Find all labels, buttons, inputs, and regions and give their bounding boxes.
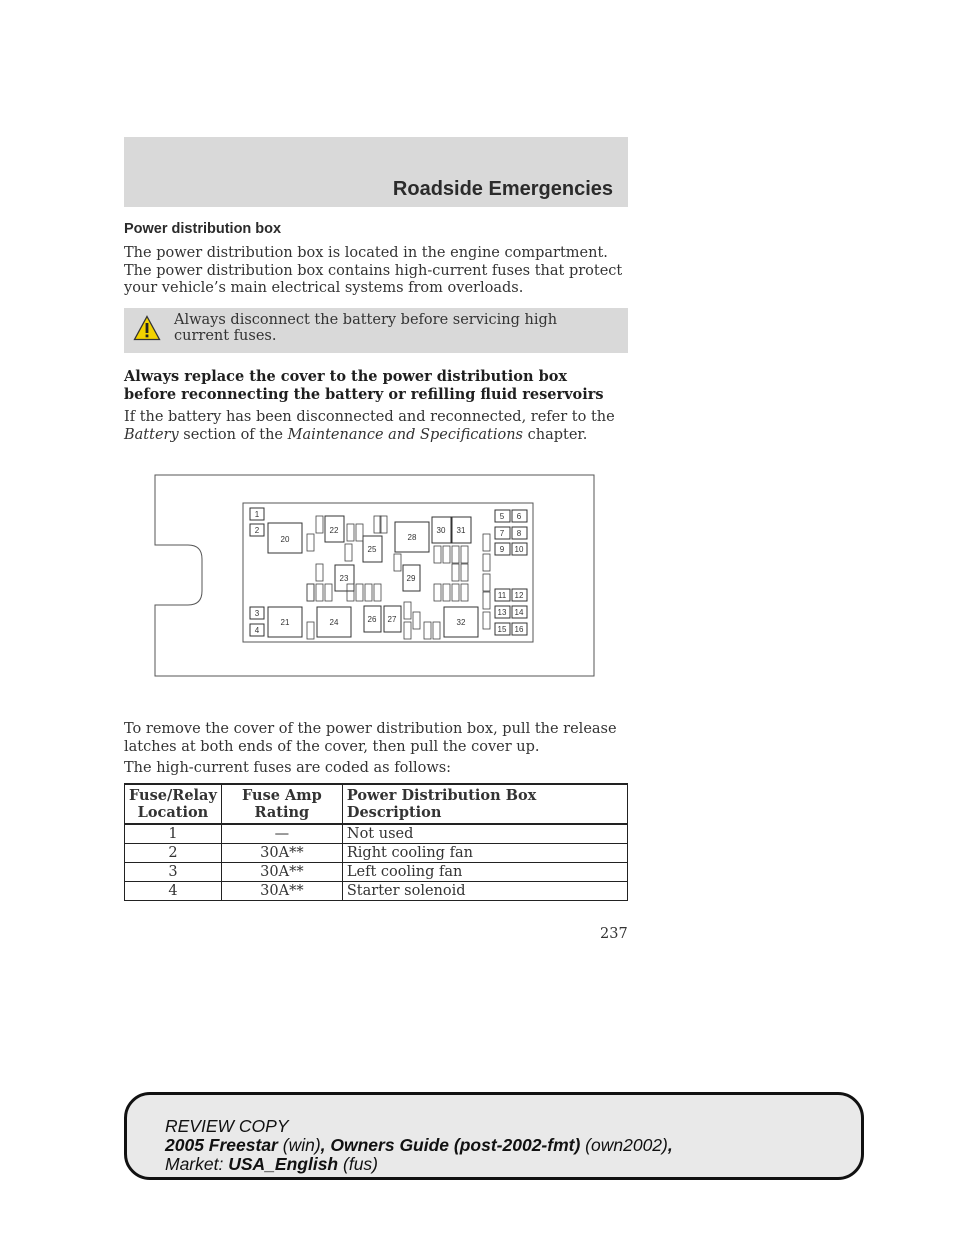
warning-text: Always disconnect the battery before servicing high current fuses. [174, 312, 558, 344]
cell-description: Starter solenoid [342, 882, 627, 901]
cell-rating: 30A** [221, 882, 342, 901]
intro-paragraph: The power distribution box is located in the engine compartment. The power distribution box contains high-current fuses that protect your vehicle’s main electrical systems from overloads. [124, 245, 623, 296]
svg-text:30: 30 [436, 526, 446, 535]
svg-text:21: 21 [280, 618, 290, 627]
cell-location: 3 [125, 863, 222, 882]
svg-text:13: 13 [497, 608, 507, 617]
table-row [125, 882, 628, 901]
svg-text:2: 2 [254, 526, 260, 535]
footer-guide-code: (own2002) [585, 1135, 668, 1155]
cell-location: 4 [125, 882, 222, 901]
cell-description: Not used [342, 824, 627, 844]
page-number: 237 [600, 926, 628, 942]
footer-comma: , [667, 1135, 673, 1155]
fuse-box-diagram [154, 474, 595, 677]
svg-text:28: 28 [407, 533, 417, 542]
svg-text:4: 4 [254, 626, 260, 635]
svg-text:3: 3 [254, 609, 260, 618]
remove-cover-paragraph: To remove the cover of the power distribution box, pull the release latches at both ends of the cover, then pull the cover up. [124, 721, 617, 755]
svg-text:5: 5 [499, 512, 505, 521]
table-row [125, 863, 628, 882]
table-row [125, 844, 628, 863]
footer-model: 2005 Freestar [165, 1135, 278, 1155]
fuse-group-right [495, 510, 527, 635]
svg-text:29: 29 [406, 574, 416, 583]
battery-link-text: Battery [124, 426, 179, 443]
fuse-group-left [250, 508, 264, 636]
warning-box [124, 308, 628, 353]
cell-location: 1 [125, 824, 222, 844]
table-row [125, 824, 628, 844]
svg-text:7: 7 [499, 529, 505, 538]
col-header-location: Fuse/Relay Location [125, 784, 222, 824]
svg-text:23: 23 [339, 574, 349, 583]
footer-model-code: (win) [282, 1135, 321, 1155]
footer-review-copy: REVIEW COPY [165, 1116, 289, 1136]
battery-ref-middle: section of the [183, 426, 284, 443]
cell-description: Right cooling fan [342, 844, 627, 863]
col-header-description: Power Distribution Box Description [342, 784, 627, 824]
svg-text:9: 9 [499, 545, 505, 554]
chapter-name: Maintenance and Specifications [287, 426, 523, 443]
header-band [124, 137, 628, 207]
cell-rating: 30A** [221, 844, 342, 863]
page-title: Roadside Emergencies [392, 178, 613, 200]
fuse-table [124, 783, 628, 901]
cell-rating: — [221, 824, 342, 844]
col-header-rating: Fuse Amp Rating [221, 784, 342, 824]
svg-text:1: 1 [254, 510, 260, 519]
warning-triangle-icon [133, 315, 161, 341]
relay-group [268, 516, 478, 637]
svg-text:8: 8 [516, 529, 522, 538]
svg-text:20: 20 [280, 535, 290, 544]
svg-text:16: 16 [514, 625, 524, 634]
svg-text:24: 24 [329, 618, 339, 627]
svg-text:31: 31 [456, 526, 466, 535]
svg-text:32: 32 [456, 618, 466, 627]
svg-text:14: 14 [514, 608, 524, 617]
battery-reference [124, 409, 624, 444]
bold-note: Always replace the cover to the power distribution box before reconnecting the battery or refilling fluid reservoirs [124, 368, 604, 403]
cell-description: Left cooling fan [342, 863, 627, 882]
footer-market-label: Market: [165, 1154, 224, 1174]
battery-ref-prefix: If the battery has been disconnected and reconnected, refer to the [124, 409, 615, 425]
cell-rating: 30A** [221, 863, 342, 882]
svg-text:10: 10 [514, 545, 524, 554]
svg-text:11: 11 [497, 591, 507, 600]
table-header-row [125, 784, 628, 824]
svg-text:12: 12 [514, 591, 524, 600]
svg-text:27: 27 [387, 615, 397, 624]
cell-location: 2 [125, 844, 222, 863]
footer-market: USA_English [228, 1154, 339, 1174]
review-footer [124, 1092, 864, 1180]
svg-text:22: 22 [329, 526, 339, 535]
svg-text:6: 6 [516, 512, 522, 521]
footer-text [165, 1117, 673, 1174]
svg-text:15: 15 [497, 625, 507, 634]
section-heading: Power distribution box [124, 221, 282, 237]
svg-text:26: 26 [367, 615, 377, 624]
svg-text:25: 25 [367, 545, 377, 554]
footer-guide: , Owners Guide (post-2002-fmt) [320, 1135, 581, 1155]
coded-intro: The high-current fuses are coded as follows: [124, 760, 452, 776]
battery-ref-suffix: chapter. [527, 426, 588, 443]
footer-market-code: (fus) [343, 1154, 378, 1174]
